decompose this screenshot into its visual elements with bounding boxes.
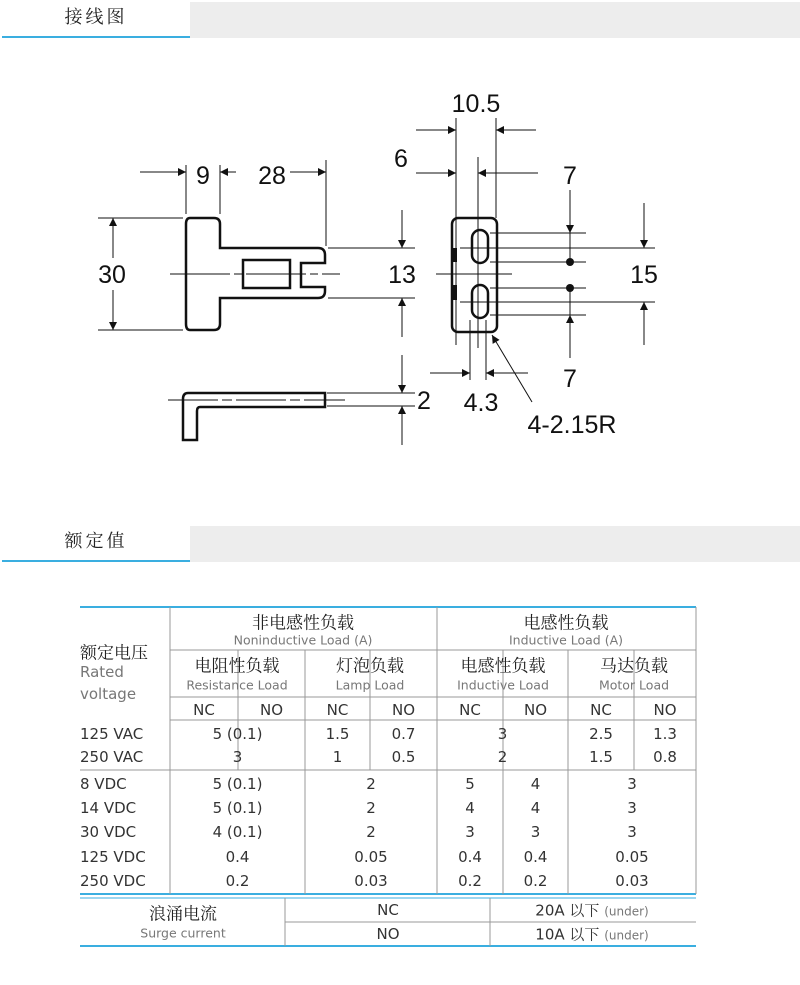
table-cell: 1.5: [589, 748, 613, 766]
sub-header-cn: 灯泡负载: [336, 656, 404, 677]
sub-header-cn: 电阻性负载: [194, 656, 280, 677]
dim-15: 15: [630, 261, 658, 289]
table-cell: 0.03: [615, 872, 649, 890]
table-cell: 0.05: [615, 848, 649, 866]
rated-voltage-cn: 额定电压: [80, 643, 148, 664]
row-label: 250 VAC: [80, 748, 144, 766]
dim-7-bottom: 7: [563, 365, 577, 393]
sub-header-en: Inductive Load: [457, 677, 549, 693]
table-cell: 5: [465, 775, 475, 793]
dim-13: 13: [388, 261, 416, 289]
table-cell: 0.2: [225, 872, 250, 890]
surge-en: Surge current: [140, 925, 226, 941]
dim-2: 2: [417, 387, 431, 415]
table-cell: 0.2: [523, 872, 548, 890]
surge-type: NC: [377, 901, 399, 919]
table-cell: 0.5: [391, 748, 416, 766]
row-label: 30 VDC: [80, 823, 137, 841]
table-cell: 0.05: [354, 848, 388, 866]
table-cell: 0.4: [523, 848, 548, 866]
section-title-ratings: 额定值: [2, 524, 190, 562]
table-cell: 0.2: [458, 872, 482, 890]
table-cell: 2: [366, 775, 376, 793]
table-cell: 5 (0.1): [212, 799, 263, 817]
table-cell: 3: [465, 823, 475, 841]
table-cell: 0.4: [458, 848, 482, 866]
table-cell: 5 (0.1): [212, 775, 263, 793]
table-cell: 3: [530, 823, 541, 841]
dim-6: 6: [394, 145, 408, 173]
table-cell: 3: [627, 775, 637, 793]
table-cell: 2: [366, 799, 376, 817]
nc-header: NC: [590, 701, 612, 719]
inductive-cn: 电感性负载: [523, 613, 609, 634]
table-cell: 0.8: [653, 748, 677, 766]
table-cell: 2: [366, 823, 376, 841]
table-cell: 0.03: [354, 872, 388, 890]
dim-30: 30: [98, 261, 126, 289]
no-header: NO: [391, 701, 416, 719]
table-cell: 2: [497, 748, 508, 766]
table-cell: 0.4: [225, 848, 250, 866]
table-cell: 4: [530, 775, 541, 793]
surge-value: 20A 以下 (under): [535, 901, 649, 920]
no-header: NO: [653, 701, 677, 719]
table-cell: 3: [627, 823, 637, 841]
surge-value: 10A 以下 (under): [535, 925, 649, 944]
nc-header: NC: [326, 701, 349, 719]
row-label: 250 VDC: [80, 872, 146, 890]
nc-header: NC: [459, 701, 481, 719]
table-cell: 2.5: [589, 725, 613, 743]
row-label: 125 VAC: [80, 725, 144, 743]
rated-voltage-en2: voltage: [80, 685, 137, 703]
no-header: NO: [259, 701, 284, 719]
noninductive-en: Noninductive Load (A): [233, 632, 373, 648]
no-header: NO: [523, 701, 548, 719]
table-cell: 4 (0.1): [212, 823, 263, 841]
dim-7-top: 7: [563, 162, 577, 190]
sub-header-en: Resistance Load: [186, 677, 288, 693]
row-label: 125 VDC: [80, 848, 146, 866]
table-cell: 3: [232, 748, 243, 766]
dim-28: 28: [258, 162, 286, 190]
table-cell: 0.7: [391, 725, 416, 743]
inductive-en: Inductive Load (A): [508, 632, 624, 648]
sub-header-en: Lamp Load: [335, 677, 405, 693]
table-cell: 3: [627, 799, 637, 817]
table-cell: 5 (0.1): [212, 725, 263, 743]
rated-voltage-en1: Rated: [80, 663, 124, 681]
dim-10-5: 10.5: [451, 90, 501, 118]
sub-header-en: Motor Load: [598, 677, 670, 693]
table-cell: 4: [465, 799, 475, 817]
nc-header: NC: [193, 701, 215, 719]
dim-radius: 4-2.15R: [527, 411, 617, 439]
noninductive-cn: 非电感性负载: [252, 613, 354, 634]
table-cell: 1.3: [653, 725, 677, 743]
sub-header-cn: 电感性负载: [460, 656, 546, 677]
table-cell: 1.5: [325, 725, 350, 743]
row-label: 8 VDC: [80, 775, 127, 793]
table-cell: 4: [530, 799, 541, 817]
sub-header-cn: 马达负载: [600, 656, 668, 677]
dim-9: 9: [196, 162, 210, 190]
surge-type: NO: [376, 925, 400, 943]
row-label: 14 VDC: [80, 799, 137, 817]
surge-cn: 浪涌电流: [149, 904, 217, 925]
dim-4-3: 4.3: [463, 389, 499, 417]
table-cell: 1: [332, 748, 343, 766]
section-title-wiring: 接线图: [2, 0, 190, 38]
table-cell: 3: [497, 725, 508, 743]
